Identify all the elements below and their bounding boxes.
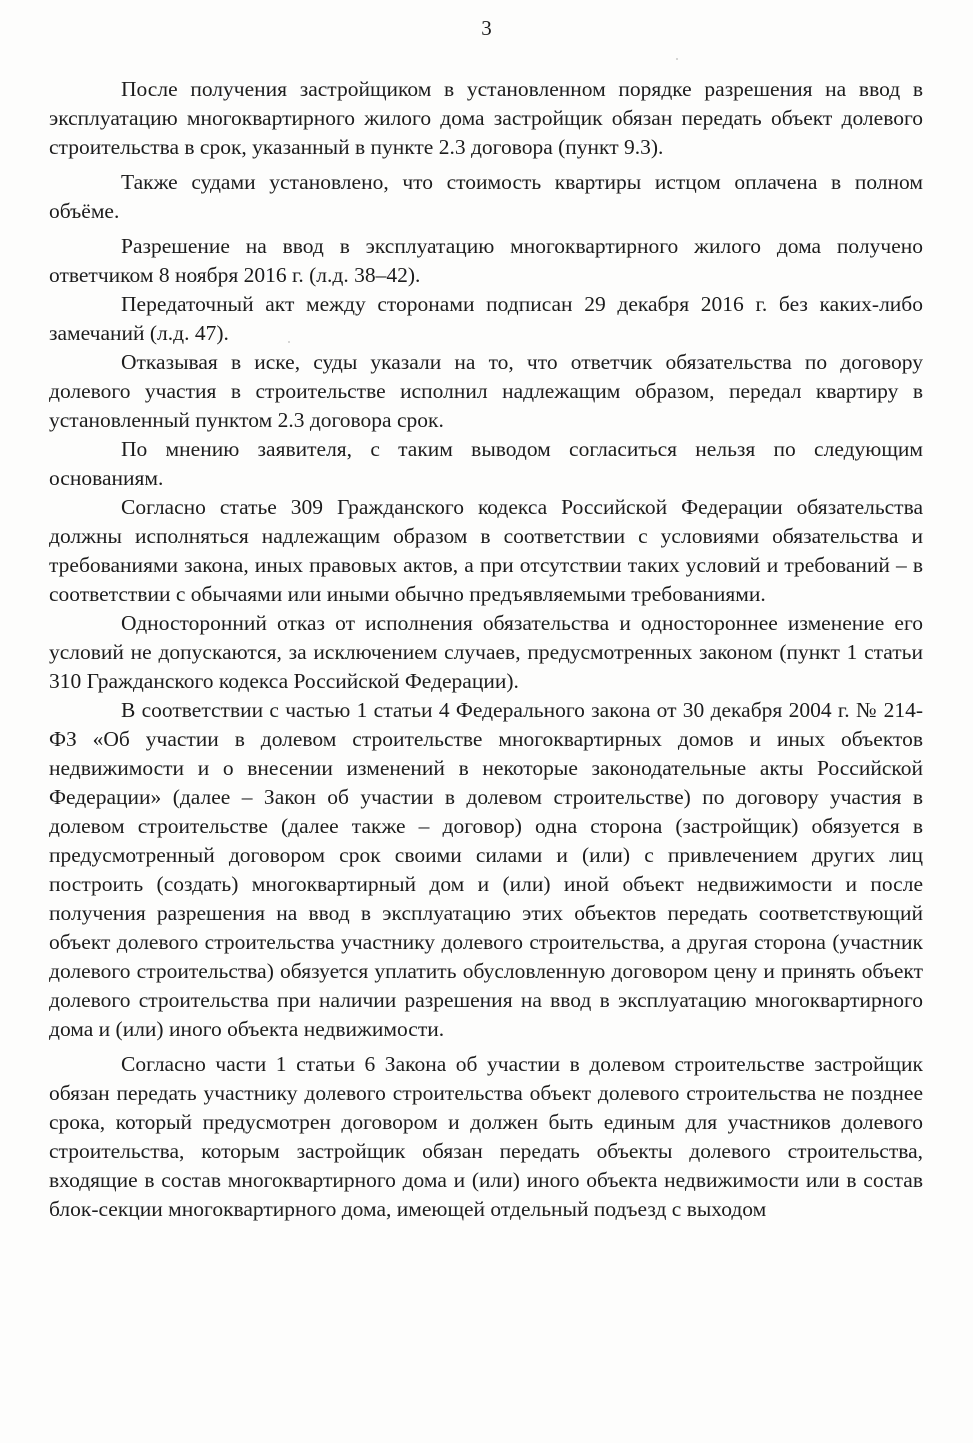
paragraph-5: Отказывая в иске, суды указали на то, что ответчик обязательства по договору долевого участия в строительстве исполнил надлежащим образом, передал квартиру в установленный пунктом 2.3 договора срок. [49,350,923,432]
paragraph-2: Также судами установлено, что стоимость квартиры истцом оплачена в полном объёме. [49,170,923,223]
paragraph-1: После получения застройщиком в установленном порядке разрешения на ввод в эксплуатацию многоквартирного жилого дома застройщик обязан передать объект долевого строительства в срок, указанный в пункте 2.3 договора (пункт 9.3). [49,77,923,159]
paragraph-7: Согласно статье 309 Гражданского кодекса Российской Федерации обязательства должны исполняться надлежащим образом в соответствии с условиями обязательства и требованиями закона, иных правовых актов, а при отсутствии таких условий и требований – в соответствии с обычаями или иными обычно предъявляемыми требованиями. [49,495,923,606]
scan-speck [676,58,678,60]
paragraph-3: Разрешение на ввод в эксплуатацию многоквартирного жилого дома получено ответчиком 8 ноября 2016 г. (л.д. 38–42). [49,234,923,287]
paragraph-9: В соответствии с частью 1 статьи 4 Федерального закона от 30 декабря 2004 г. № 214-ФЗ «Об участии в долевом строительстве многоквартирных домов и иных объектов недвижимости и о внесении изменений в некоторые законодательные акты Российской Федерации» (далее – Закон об участии в долевом строительстве) по договору участия в долевом строительстве (далее также – договор) одна сторона (застройщик) обязуется в предусмотренный договором срок своими силами и (или) с привлечением других лиц построить (создать) многоквартирный дом и (или) иной объект недвижимости и после получения разрешения на ввод в эксплуатацию этих объектов передать соответствующий объект долевого строительства участнику долевого строительства, а другая сторона (участник долевого строительства) обязуется уплатить обусловленную договором цену и принять объект долевого строительства при наличии разрешения на ввод в эксплуатацию многоквартирного дома и (или) иного объекта недвижимости. [49,698,923,1041]
paragraph-4: Передаточный акт между сторонами подписан 29 декабря 2016 г. без каких-либо замечаний (л.д. 47). [49,292,923,345]
paragraph-6: По мнению заявителя, с таким выводом согласиться нельзя по следующим основаниям. [49,437,923,490]
paragraph-8: Односторонний отказ от исполнения обязательства и одностороннее изменение его условий не допускаются, за исключением случаев, предусмотренных законом (пункт 1 статьи 310 Гражданского кодекса Российской Федерации). [49,611,923,693]
paragraph-10: Согласно части 1 статьи 6 Закона об участии в долевом строительстве застройщик обязан передать участнику долевого строительства объект долевого строительства не позднее срока, который предусмотрен договором и должен быть единым для участников долевого строительства, которым застройщик обязан передать объекты долевого строительства, входящие в состав многоквартирного дома и (или) иного объекта недвижимости или в состав блок-секции многоквартирного дома, имеющей отдельный подъезд с выходом [49,1052,923,1221]
document-body [49,75,923,1224]
page-number: 3 [481,16,492,40]
scan-speck [288,341,290,343]
